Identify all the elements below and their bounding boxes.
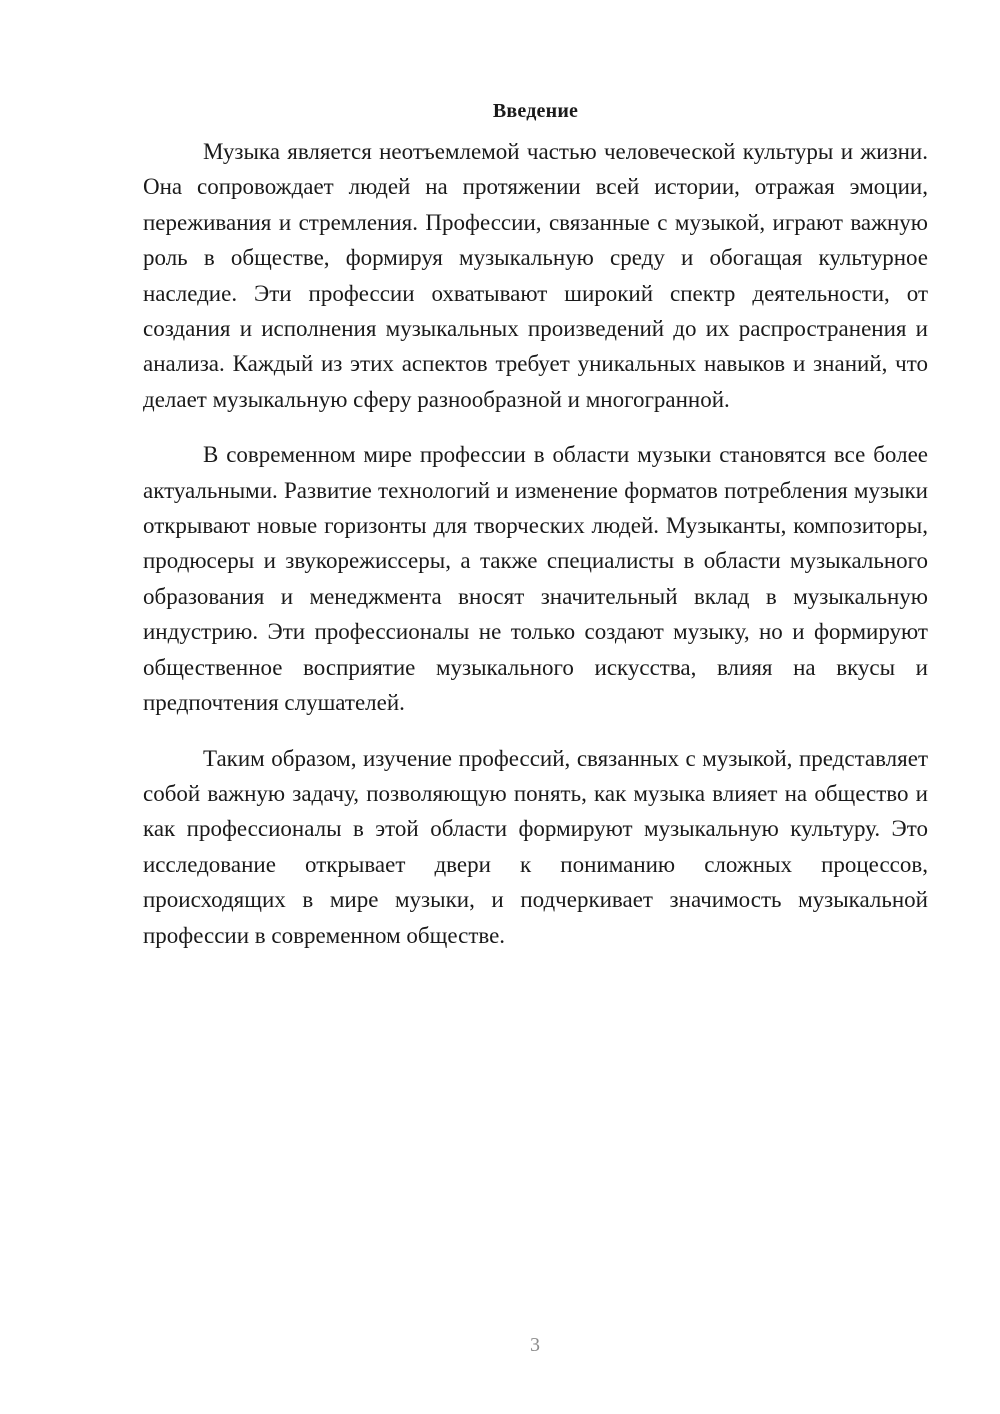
paragraph-2: В современном мире профессии в области музыки становятся все более актуальными. Развитие технологий и изменение форматов потребления музыки открывают новые горизонты для творческих людей. Музыканты, композиторы, продюсеры и звукорежиссеры, а также специалисты в области музыкального образования и менеджмента вносят значительный вклад в музыкальную индустрию. Эти профессионалы не только создают музыку, но и формируют общественное восприятие музыкального искусства, влияя на вкусы и предпочтения слушателей. (143, 442, 928, 716)
paragraph-3: Таким образом, изучение профессий, связанных с музыкой, представляет собой важную задачу, позволяющую понять, как музыка влияет на общество и как профессионалы в этой области формируют музыкальную культуру. Это исследование открывает двери к пониманию сложных процессов, происходящих в мире музыки, и подчеркивает значимость музыкальной профессии в современном обществе. (143, 745, 928, 948)
page-number: 3 (530, 1334, 540, 1356)
section-heading: Введение (492, 100, 579, 122)
paragraph-1: Музыка является неотъемлемой частью человеческой культуры и жизни. Она сопровождает людей на протяжении всей истории, отражая эмоции, переживания и стремления. Профессии, связанные с музыкой, играют важную роль в обществе, формируя музыкальную среду и обогащая культурное наследие. Эти профессии охватывают широкий спектр деятельности, от создания и исполнения музыкальных произведений до их распространения и анализа. Каждый из этих аспектов требует уникальных навыков и знаний, что делает музыкальную сферу разнообразной и многогранной. (143, 139, 928, 412)
page-content (143, 94, 928, 973)
